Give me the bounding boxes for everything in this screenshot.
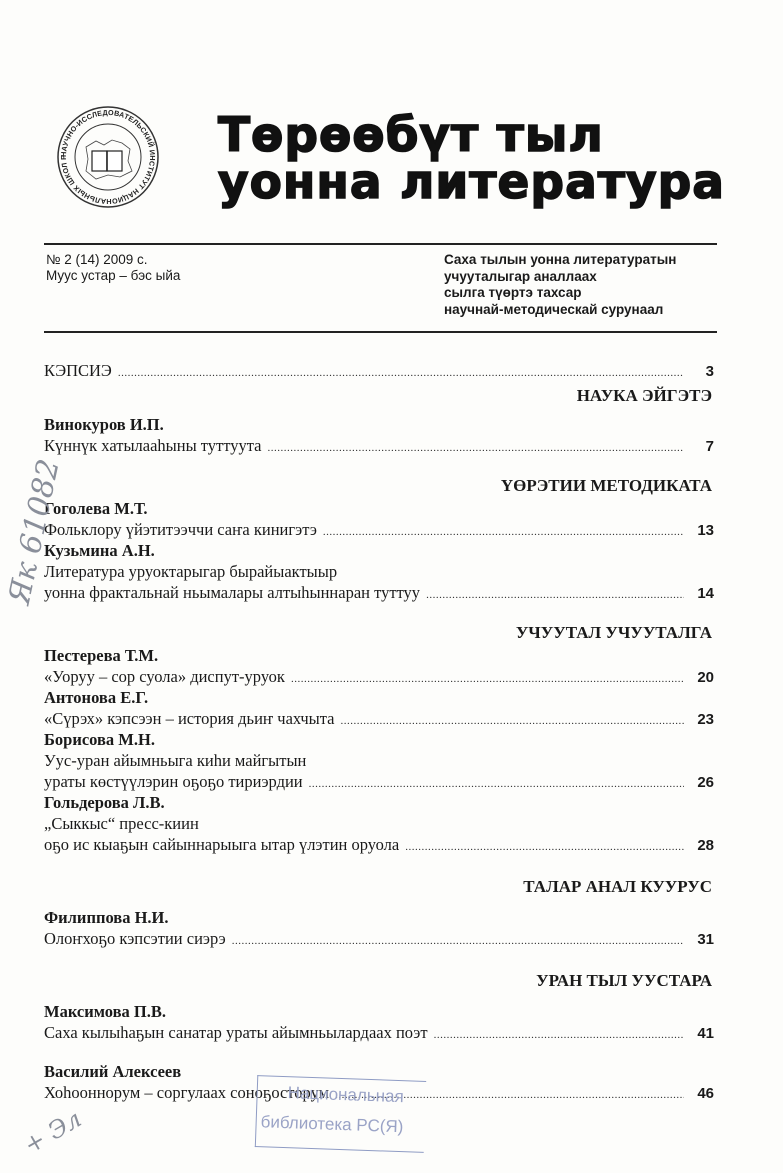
toc-entry[interactable] xyxy=(44,729,714,792)
leader-dots xyxy=(118,363,684,384)
toc-entry[interactable] xyxy=(44,687,714,729)
journal-title xyxy=(218,108,726,210)
toc-entry[interactable] xyxy=(44,498,714,540)
subtitle-line: сылга түөртэ тахсар xyxy=(444,285,582,300)
toc-entry-title: Хоһооннорум – соргулаах соноҕосторум xyxy=(44,1083,330,1102)
toc-entry-intro[interactable] xyxy=(44,360,714,381)
leader-dots xyxy=(291,669,684,690)
toc-page-number: 7 xyxy=(705,438,714,455)
section-heading: НАУКА ЭЙГЭТЭ xyxy=(576,386,712,405)
toc-entry-title: Саха кылыһаҕын санатар ураты айымньылардаах поэт xyxy=(44,1023,428,1042)
toc-entry-title: «Сүрэх» кэпсээн – история дьиҥ чахчыта xyxy=(44,709,335,728)
issue-number: № 2 (14) 2009 с. xyxy=(46,252,148,267)
stamp-line1: Национальная xyxy=(287,1083,405,1107)
toc-page-number: 3 xyxy=(705,363,714,380)
toc-entry[interactable] xyxy=(44,907,714,949)
leader-dots xyxy=(309,774,684,795)
subtitle-line: учууталыгар аналлаах xyxy=(444,268,597,284)
toc-entry-title: Уус-уран айымньыга киһи майгытын xyxy=(44,751,307,770)
section-heading: ТАЛАР АНАЛ КУУРУС xyxy=(523,877,712,896)
bottom-divider xyxy=(44,331,717,333)
leader-dots xyxy=(323,522,684,543)
leader-dots xyxy=(426,585,684,606)
leader-dots xyxy=(405,837,684,858)
toc-page-number: 31 xyxy=(697,931,714,948)
library-stamp xyxy=(255,1075,426,1153)
toc-entry-title: Күннүк хатылааһыны туттуута xyxy=(44,436,262,455)
toc-entry-author: Василий Алексеев xyxy=(44,1062,182,1081)
leader-dots xyxy=(340,711,684,732)
toc-entry-title: КЭПСИЭ xyxy=(44,361,112,380)
issue-season: Муус устар – бэс ыйа xyxy=(46,268,181,283)
toc-entry-title: Литература уруоктарыгар бырайыактыыр xyxy=(44,562,338,581)
toc-page-number: 20 xyxy=(697,669,714,686)
institute-seal-icon xyxy=(56,105,160,209)
toc-page-number: 28 xyxy=(697,837,714,854)
subtitle-line: научнай-методическай сурунаал xyxy=(444,301,664,317)
seal-ring-text: НАУЧНО-ИССЛЕДОВАТЕЛЬСКИЙ ИНСТИТУТ НАЦИОНАЛЬНЫХ ШКОЛ Р xyxy=(58,107,158,207)
toc-entry-author: Пестерева Т.М. xyxy=(44,646,159,665)
leader-dots xyxy=(232,931,684,952)
toc-entry-author: Филиппова Н.И. xyxy=(44,908,169,927)
toc-entry-author: Гоголева М.Т. xyxy=(44,499,148,518)
section-heading: УЧУУТАЛ УЧУУТАЛГА xyxy=(515,623,712,642)
toc-entry-author: Борисова М.Н. xyxy=(44,730,155,749)
toc-page-number: 14 xyxy=(697,585,714,602)
section-heading: ҮӨРЭТИИ МЕТОДИКАТА xyxy=(500,476,712,495)
toc-entry[interactable] xyxy=(44,645,714,687)
toc-entry-title-cont: уонна фрактальнай ньымалары алтыһыннаран туттуу xyxy=(44,583,421,602)
toc-entry-title-cont: ураты көстүүлэрин оҕоҕо тириэрдии xyxy=(44,772,303,791)
bottom-handwritten-note: + Эл xyxy=(19,1104,87,1160)
toc-entry-title: Фольклору үйэтитээччи саҥа кинигэтэ xyxy=(44,520,317,539)
toc-entry-author: Кузьмина А.Н. xyxy=(44,541,155,560)
toc-entry[interactable] xyxy=(44,540,714,603)
toc-entry-title: Олоҥхоҕо кэпсэтии сиэрэ xyxy=(44,929,226,948)
leader-dots xyxy=(267,438,684,459)
leader-dots xyxy=(434,1025,684,1046)
toc-entry-author: Антонова Е.Г. xyxy=(44,688,149,707)
section-heading: УРАН ТЫЛ УУСТАРА xyxy=(536,971,712,990)
toc-entry-title: «Уоруу – сор суола» диспут-уруок xyxy=(44,667,285,686)
subtitle-line: Саха тылын уонна литературатын xyxy=(444,252,677,267)
toc-page-number: 23 xyxy=(697,711,714,728)
toc-entry-author: Максимова П.В. xyxy=(44,1002,166,1021)
toc-page-number: 46 xyxy=(697,1085,714,1102)
toc-entry-author: Гольдерова Л.В. xyxy=(44,793,165,812)
toc-page-number: 13 xyxy=(697,522,714,539)
margin-handwritten-note: Як 61082 xyxy=(2,456,67,608)
toc-page-number: 26 xyxy=(697,774,714,791)
stamp-line2: библиотека РС(Я) xyxy=(260,1112,404,1137)
issue-info xyxy=(46,252,180,284)
toc-entry[interactable] xyxy=(44,414,714,456)
journal-subtitle xyxy=(444,252,676,318)
toc-entry-title-cont: оҕо ис кыаҕын сайыннарыыга ытар үлэтин оруола xyxy=(44,835,400,854)
toc-entry-title: „Сыккыс“ пресс-киин xyxy=(44,814,199,833)
toc-entry-author: Винокуров И.П. xyxy=(44,415,164,434)
journal-title-line2: уонна литература xyxy=(218,155,726,210)
toc-entry[interactable] xyxy=(44,1001,714,1043)
top-divider xyxy=(44,243,717,245)
toc-page-number: 41 xyxy=(697,1025,714,1042)
institute-seal-logo xyxy=(56,105,160,209)
journal-title-line1: Төрөөбүт тыл xyxy=(218,108,604,163)
toc-entry[interactable] xyxy=(44,792,714,855)
table-of-contents xyxy=(44,360,714,1103)
